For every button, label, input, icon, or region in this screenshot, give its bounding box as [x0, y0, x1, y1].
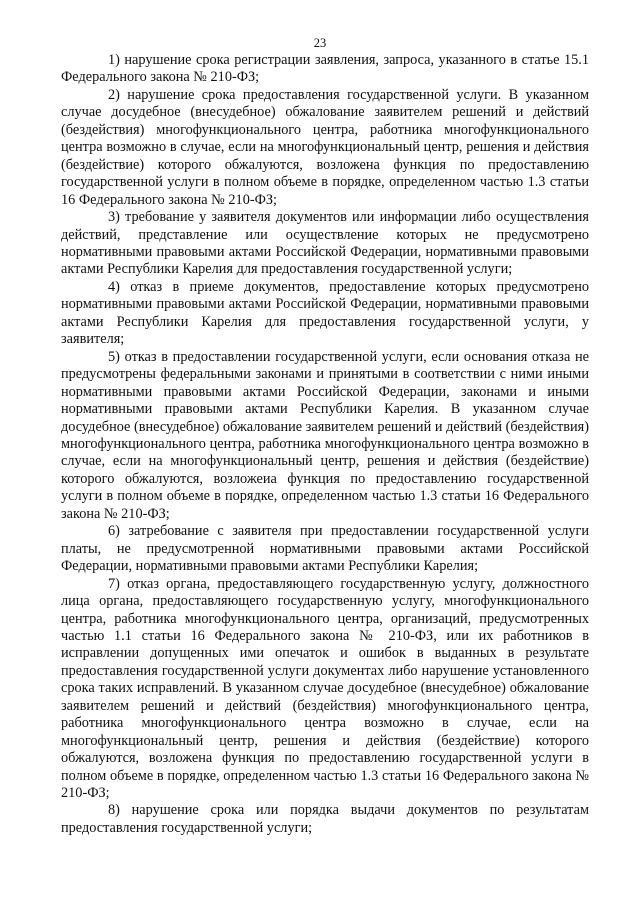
paragraph-item-2: 2) нарушение срока предоставления государственной услуги. В указанном случае досудебное (внесудебное) обжалование заявителем решений и действий (бездействия) многофункционального центра, работника многофункционального центра возможно в случае, если на многофункциональный центр, решения и действия (бездействие) которого обжалуются, возложена функция по предоставлению государственной услуги в полном объеме в порядке, определенном частью 1.3 статьи 16 Федерального закона № 210-ФЗ;	[61, 86, 589, 208]
paragraph-item-7: 7) отказ органа, предоставляющего государственную услугу, должностного лица органа, предоставляющего государственную услугу, многофункционального центра, работника многофункционального центра, организаций, предусмотренных частью 1.1 статьи 16 Федерального закона № 210-ФЗ, или их работников в исправлении допущенных ими опечаток и ошибок в выданных в результате предоставления государственной услуги документах либо нарушение установленного срока таких исправлений. В указанном случае досудебное (внесудебное) обжалование заявителем решений и действий (бездействия) многофункционального центра, работника многофункционального центра возможно в случае, если на многофункциональный центр, решения и действия (бездействие) которого обжалуются, возложена функция по предоставлению государственной услуги в полном объеме в порядке, определенном частью 1.3 статьи 16 Федерального закона № 210-ФЗ;	[61, 575, 589, 802]
paragraph-item-3: 3) требование у заявителя документов или информации либо осуществления действий, представление или осуществление которых не предусмотрено нормативными правовыми актами Российской Федерации, нормативными правовыми актами Республики Карелия для предоставления государственной услуги;	[61, 209, 589, 278]
paragraph-item-4: 4) отказ в приеме документов, предоставление которых предусмотрено нормативными правовыми актами Российской Федерации, нормативными правовыми актами Республики Карелия для предоставления государственной услуги, у заявителя;	[61, 278, 589, 348]
paragraph-item-1: 1) нарушение срока регистрации заявления, запроса, указанного в статье 15.1 Федерального закона № 210-ФЗ;	[61, 52, 589, 86]
paragraph-item-5: 5) отказ в предоставлении государственной услуги, если основания отказа не предусмотрены федеральными законами и принятыми в соответствии с ними иными нормативными правовыми актами Российской Федерации, законами и иными нормативными правовыми актами Республики Карелия. В указанном случае досудебное (внесудебное) обжалование заявителем решений и действий (бездействия) многофункционального центра, работника многофункционального центра возможно в случае, если на многофункциональный центр, решения и действия (бездействие) которого обжалуются, возложеиа функция по предоставлению государственной услуги в полном объеме в порядке, определенном частью 1.3 статьи 16 Федерального закона № 210-ФЗ;	[61, 348, 589, 522]
paragraph-item-6: 6) затребование с заявителя при предоставлении государственной услуги платы, не предусмотренной нормативными правовыми актами Российской Федерации, нормативными правовыми актами Республики Карелия;	[61, 523, 589, 575]
paragraph-item-8: 8) нарушение срока или порядка выдачи документов по результатам предоставления государственной услуги;	[61, 802, 589, 836]
page-number: 23	[313, 36, 327, 50]
page-body	[61, 52, 589, 837]
